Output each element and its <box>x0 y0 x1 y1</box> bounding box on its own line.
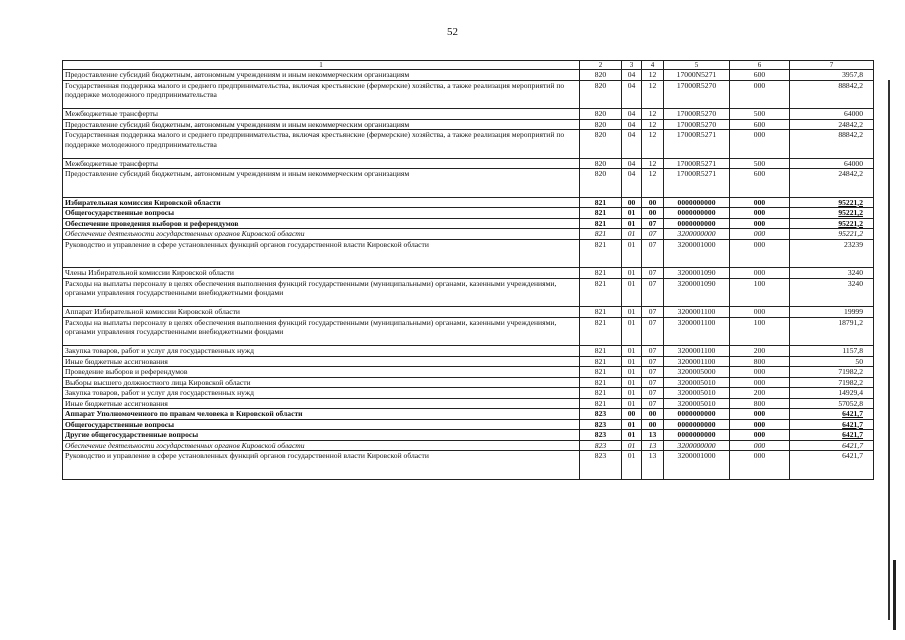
expense-type-cell: 500 <box>730 109 790 120</box>
section-cell: 01 <box>622 268 642 279</box>
expense-type-cell: 000 <box>730 419 790 430</box>
target-article-cell: 3200001000 <box>664 451 730 480</box>
target-article-cell: 3200000000 <box>664 229 730 240</box>
row-name-cell: Закупка товаров, работ и услуг для государственных нужд <box>63 388 580 399</box>
grbs-cell: 821 <box>580 307 622 318</box>
subsection-cell: 07 <box>642 377 664 388</box>
subsection-cell: 07 <box>642 317 664 346</box>
amount-cell: 71982,2 <box>790 367 874 378</box>
row-name-cell: Другие общегосударственные вопросы <box>63 430 580 441</box>
row-name-cell: Общегосударственные вопросы <box>63 208 580 219</box>
table-row <box>63 208 874 219</box>
expense-type-cell: 200 <box>730 388 790 399</box>
amount-cell <box>790 430 874 441</box>
amount-cell: 64000 <box>790 109 874 120</box>
table-row <box>63 367 874 378</box>
amount-cell: 24842,2 <box>790 169 874 198</box>
section-cell: 01 <box>622 317 642 346</box>
amount-cell: 64000 <box>790 158 874 169</box>
column-header: 3 <box>622 61 642 70</box>
table-row <box>63 356 874 367</box>
table-row <box>63 317 874 346</box>
grbs-cell: 820 <box>580 169 622 198</box>
scan-edge-mark <box>893 560 896 630</box>
section-cell: 01 <box>622 307 642 318</box>
grbs-cell: 820 <box>580 130 622 159</box>
table-header-row <box>63 61 874 70</box>
column-header: 2 <box>580 61 622 70</box>
row-name-cell: Члены Избирательной комиссии Кировской области <box>63 268 580 279</box>
amount-cell <box>790 409 874 420</box>
subsection-cell: 13 <box>642 440 664 451</box>
amount-cell: 14929,4 <box>790 388 874 399</box>
amount-cell <box>790 419 874 430</box>
row-name-cell: Руководство и управление в сфере установленных функций органов государственной власти Кировской области <box>63 451 580 480</box>
row-name-cell: Иные бюджетные ассигнования <box>63 398 580 409</box>
grbs-cell: 821 <box>580 367 622 378</box>
column-header: 4 <box>642 61 664 70</box>
row-name-cell: Иные бюджетные ассигнования <box>63 356 580 367</box>
subsection-cell: 07 <box>642 239 664 268</box>
target-article-cell: 0000000000 <box>664 208 730 219</box>
scan-edge-line <box>888 80 890 620</box>
table-row <box>63 451 874 480</box>
grbs-cell: 821 <box>580 229 622 240</box>
amount-cell: 3240 <box>790 278 874 307</box>
amount-cell: 18791,2 <box>790 317 874 346</box>
table-row <box>63 109 874 120</box>
subsection-cell: 12 <box>642 130 664 159</box>
grbs-cell: 823 <box>580 451 622 480</box>
table-row <box>63 398 874 409</box>
budget-table <box>62 60 874 480</box>
section-cell: 04 <box>622 119 642 130</box>
row-name-cell: Расходы на выплаты персоналу в целях обеспечения выполнения функций государственными (муниципальными) органами, казенными учреждениями, органами управления государственными внебюджетными фондами <box>63 278 580 307</box>
subsection-cell: 07 <box>642 268 664 279</box>
row-name-cell: Аппарат Уполномоченного по правам человека в Кировской области <box>63 409 580 420</box>
expense-type-cell: 000 <box>730 239 790 268</box>
subsection-cell: 07 <box>642 398 664 409</box>
expense-type-cell: 000 <box>730 409 790 420</box>
grbs-cell: 821 <box>580 278 622 307</box>
amount-cell: 3240 <box>790 268 874 279</box>
amount-cell: 88842,2 <box>790 130 874 159</box>
amount-cell: 6421,7 <box>790 440 874 451</box>
subsection-cell: 13 <box>642 430 664 441</box>
subsection-cell: 07 <box>642 229 664 240</box>
expense-type-cell: 200 <box>730 346 790 357</box>
target-article-cell: 3200000000 <box>664 440 730 451</box>
grbs-cell: 820 <box>580 70 622 81</box>
grbs-cell: 823 <box>580 440 622 451</box>
subsection-cell: 13 <box>642 451 664 480</box>
table-row <box>63 239 874 268</box>
amount-value: 95221,2 <box>838 218 863 228</box>
table-row <box>63 419 874 430</box>
subsection-cell: 12 <box>642 158 664 169</box>
expense-type-cell: 000 <box>730 268 790 279</box>
grbs-cell: 823 <box>580 409 622 420</box>
row-name-cell: Государственная поддержка малого и среднего предпринимательства, включая крестьянские (фермерские) хозяйства, а также реализация мероприятий по поддержке молодежного предпринимательства <box>63 130 580 159</box>
table-row <box>63 278 874 307</box>
expense-type-cell: 000 <box>730 377 790 388</box>
target-article-cell: 3200005010 <box>664 377 730 388</box>
target-article-cell: 3200001100 <box>664 317 730 346</box>
row-name-cell: Предоставление субсидий бюджетным, автономным учреждениям и иным некоммерческим организациям <box>63 169 580 198</box>
amount-cell: 6421,7 <box>790 451 874 480</box>
column-header: 5 <box>664 61 730 70</box>
target-article-cell: 17000R5271 <box>664 130 730 159</box>
grbs-cell: 821 <box>580 268 622 279</box>
section-cell: 01 <box>622 377 642 388</box>
row-name-cell: Выборы высшего должностного лица Кировской области <box>63 377 580 388</box>
section-cell: 01 <box>622 346 642 357</box>
target-article-cell: 17000R5271 <box>664 158 730 169</box>
target-article-cell: 3200001100 <box>664 307 730 318</box>
section-cell: 01 <box>622 208 642 219</box>
subsection-cell: 07 <box>642 346 664 357</box>
subsection-cell: 07 <box>642 367 664 378</box>
section-cell: 01 <box>622 430 642 441</box>
table-row <box>63 197 874 208</box>
expense-type-cell: 000 <box>730 451 790 480</box>
amount-value: 6421,7 <box>842 419 863 429</box>
grbs-cell: 821 <box>580 317 622 346</box>
expense-type-cell: 600 <box>730 70 790 81</box>
section-cell: 01 <box>622 440 642 451</box>
section-cell: 00 <box>622 197 642 208</box>
section-cell: 04 <box>622 130 642 159</box>
amount-cell: 24842,2 <box>790 119 874 130</box>
section-cell: 01 <box>622 239 642 268</box>
grbs-cell: 823 <box>580 430 622 441</box>
row-name-cell: Межбюджетные трансферты <box>63 158 580 169</box>
expense-type-cell: 000 <box>730 80 790 109</box>
row-name-cell: Общегосударственные вопросы <box>63 419 580 430</box>
subsection-cell: 00 <box>642 409 664 420</box>
section-cell: 01 <box>622 356 642 367</box>
amount-cell <box>790 197 874 208</box>
grbs-cell: 820 <box>580 119 622 130</box>
expense-type-cell: 000 <box>730 367 790 378</box>
table-row <box>63 268 874 279</box>
table-row <box>63 388 874 399</box>
target-article-cell: 3200001100 <box>664 346 730 357</box>
amount-cell <box>790 218 874 229</box>
row-name-cell: Проведение выборов и референдумов <box>63 367 580 378</box>
subsection-cell: 07 <box>642 388 664 399</box>
target-article-cell: 0000000000 <box>664 197 730 208</box>
target-article-cell: 17000R5270 <box>664 119 730 130</box>
target-article-cell: 0000000000 <box>664 419 730 430</box>
expense-type-cell: 000 <box>730 440 790 451</box>
target-article-cell: 0000000000 <box>664 218 730 229</box>
subsection-cell: 12 <box>642 80 664 109</box>
grbs-cell: 821 <box>580 239 622 268</box>
section-cell: 01 <box>622 398 642 409</box>
expense-type-cell: 100 <box>730 317 790 346</box>
grbs-cell: 820 <box>580 158 622 169</box>
target-article-cell: 3200001000 <box>664 239 730 268</box>
target-article-cell: 17000R5270 <box>664 80 730 109</box>
table-row <box>63 229 874 240</box>
expense-type-cell: 600 <box>730 119 790 130</box>
section-cell: 01 <box>622 367 642 378</box>
section-cell: 04 <box>622 109 642 120</box>
section-cell: 04 <box>622 70 642 81</box>
table-row <box>63 169 874 198</box>
target-article-cell: 0000000000 <box>664 430 730 441</box>
amount-cell: 1157,8 <box>790 346 874 357</box>
expense-type-cell: 800 <box>730 398 790 409</box>
subsection-cell: 07 <box>642 356 664 367</box>
row-name-cell: Предоставление субсидий бюджетным, автономным учреждениям и иным некоммерческим организациям <box>63 119 580 130</box>
expense-type-cell: 800 <box>730 356 790 367</box>
table-body <box>63 70 874 480</box>
expense-type-cell: 000 <box>730 130 790 159</box>
subsection-cell: 12 <box>642 109 664 120</box>
subsection-cell: 00 <box>642 419 664 430</box>
amount-cell: 71982,2 <box>790 377 874 388</box>
expense-type-cell: 000 <box>730 208 790 219</box>
grbs-cell: 821 <box>580 197 622 208</box>
table-row <box>63 346 874 357</box>
amount-value: 95221,2 <box>838 208 863 217</box>
target-article-cell: 0000000000 <box>664 409 730 420</box>
target-article-cell: 3200001090 <box>664 278 730 307</box>
grbs-cell: 821 <box>580 356 622 367</box>
table-row <box>63 119 874 130</box>
table-row <box>63 430 874 441</box>
row-name-cell: Межбюджетные трансферты <box>63 109 580 120</box>
subsection-cell: 07 <box>642 218 664 229</box>
grbs-cell: 823 <box>580 419 622 430</box>
subsection-cell: 07 <box>642 307 664 318</box>
target-article-cell: 3200005010 <box>664 388 730 399</box>
row-name-cell: Предоставление субсидий бюджетным, автономным учреждениям и иным некоммерческим организациям <box>63 70 580 81</box>
amount-cell <box>790 208 874 219</box>
table-row <box>63 130 874 159</box>
expense-type-cell: 100 <box>730 278 790 307</box>
table-row <box>63 158 874 169</box>
column-header: 6 <box>730 61 790 70</box>
row-name-cell: Государственная поддержка малого и среднего предпринимательства, включая крестьянские (фермерские) хозяйства, а также реализация мероприятий по поддержке молодежного предпринимательства <box>63 80 580 109</box>
amount-cell: 19999 <box>790 307 874 318</box>
target-article-cell: 3200005010 <box>664 398 730 409</box>
amount-value: 6421,7 <box>842 409 863 418</box>
subsection-cell: 12 <box>642 169 664 198</box>
section-cell: 04 <box>622 158 642 169</box>
row-name-cell: Закупка товаров, работ и услуг для государственных нужд <box>63 346 580 357</box>
grbs-cell: 821 <box>580 208 622 219</box>
section-cell: 01 <box>622 451 642 480</box>
table-row <box>63 440 874 451</box>
amount-cell: 95221,2 <box>790 229 874 240</box>
section-cell: 01 <box>622 419 642 430</box>
subsection-cell: 00 <box>642 197 664 208</box>
grbs-cell: 821 <box>580 377 622 388</box>
row-name-cell: Аппарат Избирательной комиссии Кировской области <box>63 307 580 318</box>
row-name-cell: Руководство и управление в сфере установленных функций органов государственной власти Кировской области <box>63 239 580 268</box>
expense-type-cell: 000 <box>730 197 790 208</box>
expense-type-cell: 000 <box>730 218 790 229</box>
amount-cell: 3957,8 <box>790 70 874 81</box>
expense-type-cell: 000 <box>730 430 790 441</box>
amount-value: 6421,7 <box>842 430 863 439</box>
row-name-cell: Избирательная комиссия Кировской области <box>63 197 580 208</box>
target-article-cell: 3200005000 <box>664 367 730 378</box>
page-number: 52 <box>447 26 458 38</box>
subsection-cell: 12 <box>642 119 664 130</box>
section-cell: 04 <box>622 80 642 109</box>
subsection-cell: 00 <box>642 208 664 219</box>
table-row <box>63 80 874 109</box>
expense-type-cell: 500 <box>730 158 790 169</box>
table-row <box>63 377 874 388</box>
section-cell: 00 <box>622 409 642 420</box>
target-article-cell: 3200001100 <box>664 356 730 367</box>
target-article-cell: 17000N5271 <box>664 70 730 81</box>
target-article-cell: 3200001090 <box>664 268 730 279</box>
section-cell: 01 <box>622 229 642 240</box>
amount-cell: 57052,8 <box>790 398 874 409</box>
amount-cell: 23239 <box>790 239 874 268</box>
subsection-cell: 07 <box>642 278 664 307</box>
section-cell: 01 <box>622 218 642 229</box>
column-header: 1 <box>63 61 580 70</box>
row-name-cell: Обеспечение деятельности государственных органов Кировской области <box>63 440 580 451</box>
table-row <box>63 70 874 81</box>
row-name-cell: Обеспечение деятельности государственных органов Кировской области <box>63 229 580 240</box>
expense-type-cell: 000 <box>730 307 790 318</box>
amount-cell: 88842,2 <box>790 80 874 109</box>
grbs-cell: 820 <box>580 80 622 109</box>
grbs-cell: 821 <box>580 388 622 399</box>
expense-type-cell: 600 <box>730 169 790 198</box>
target-article-cell: 17000R5270 <box>664 109 730 120</box>
section-cell: 01 <box>622 388 642 399</box>
grbs-cell: 821 <box>580 218 622 229</box>
row-name-cell: Обеспечение проведения выборов и референдумов <box>63 218 580 229</box>
amount-cell: 50 <box>790 356 874 367</box>
column-header: 7 <box>790 61 874 70</box>
row-name-cell: Расходы на выплаты персоналу в целях обеспечения выполнения функций государственными (муниципальными) органами, казенными учреждениями, органами управления государственными внебюджетными фондами <box>63 317 580 346</box>
grbs-cell: 820 <box>580 109 622 120</box>
grbs-cell: 821 <box>580 346 622 357</box>
grbs-cell: 821 <box>580 398 622 409</box>
table-row <box>63 307 874 318</box>
amount-value: 95221,2 <box>838 197 863 207</box>
subsection-cell: 12 <box>642 70 664 81</box>
table-row <box>63 218 874 229</box>
section-cell: 01 <box>622 278 642 307</box>
target-article-cell: 17000R5271 <box>664 169 730 198</box>
section-cell: 04 <box>622 169 642 198</box>
expense-type-cell: 000 <box>730 229 790 240</box>
table-row <box>63 409 874 420</box>
